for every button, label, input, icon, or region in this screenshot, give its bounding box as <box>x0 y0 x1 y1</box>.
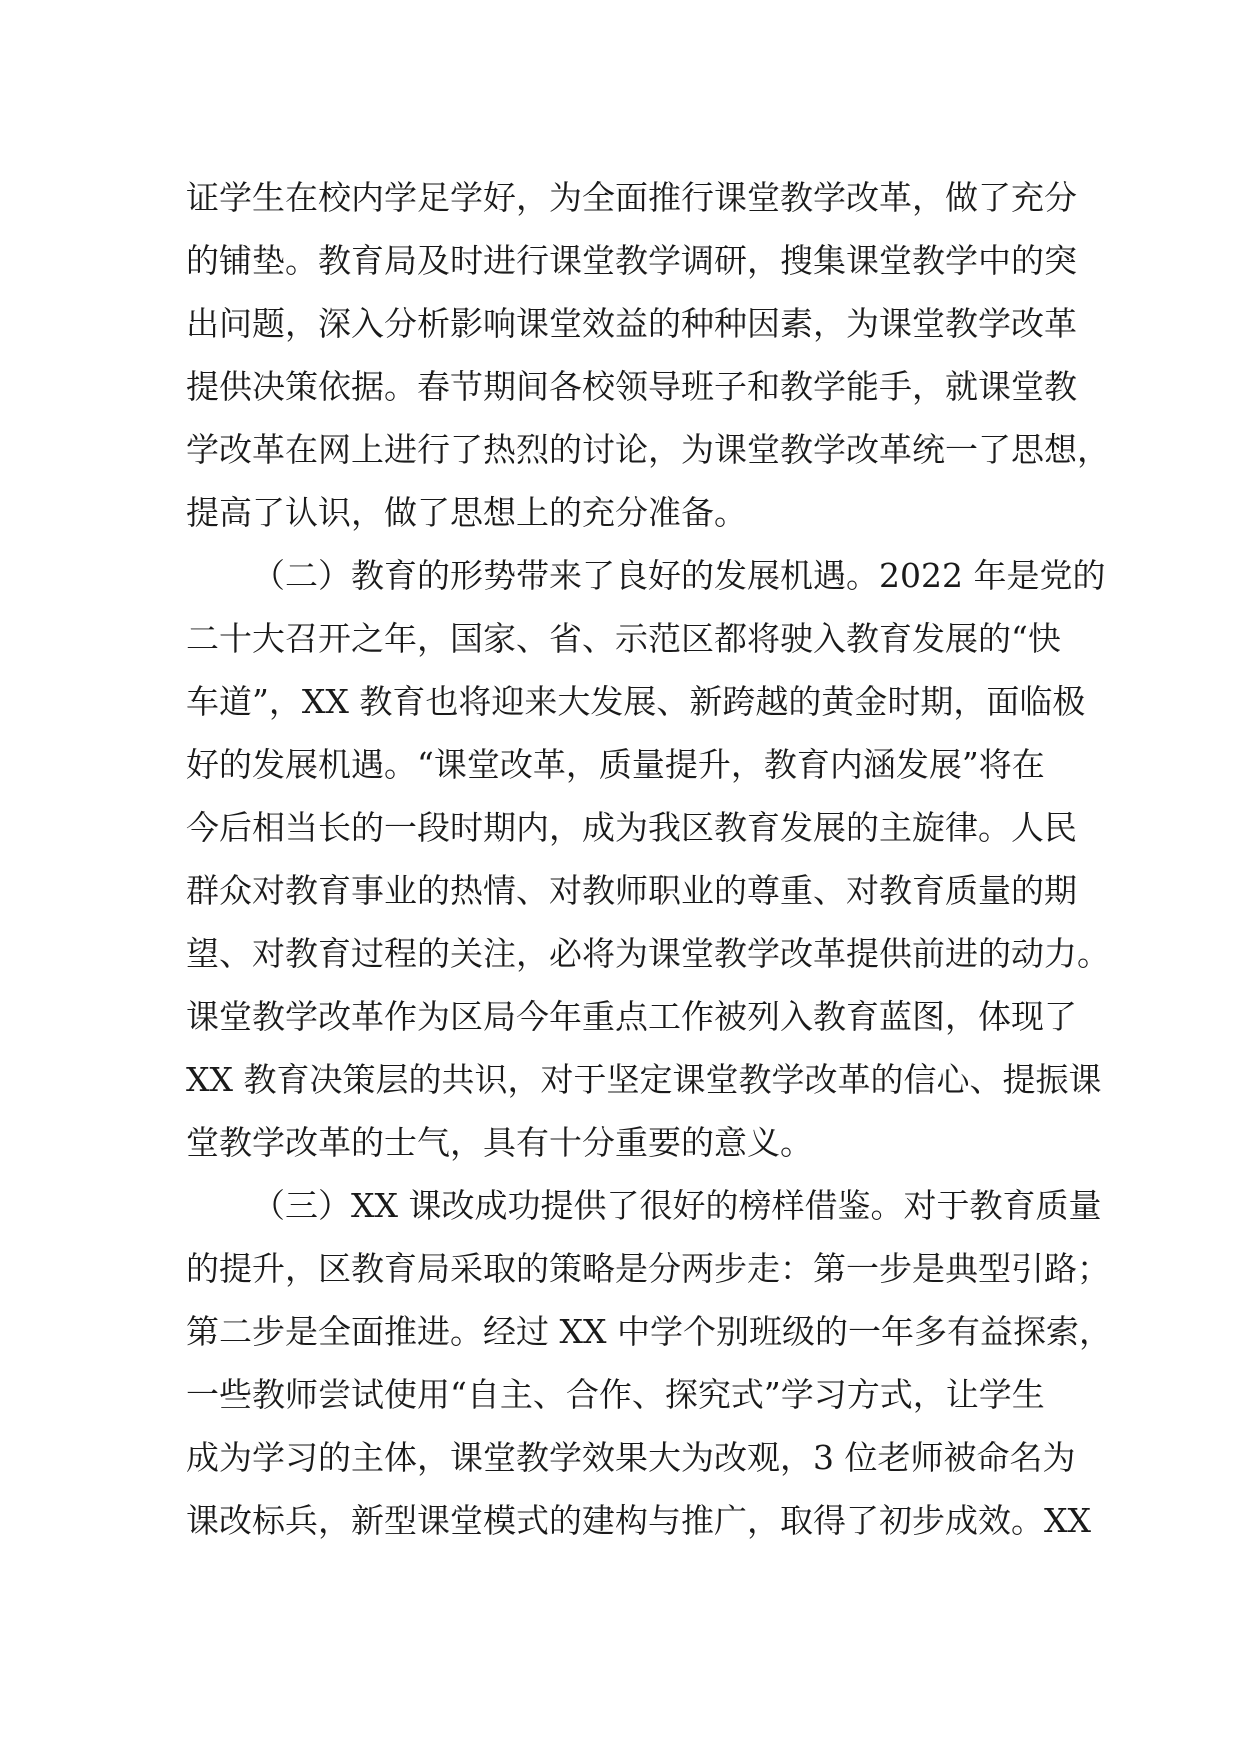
text-line: 课堂教学改革作为区局今年重点工作被列入教育蓝图，体现了 <box>186 997 1077 1036</box>
text-line: 第二步是全面推进。经过 XX 中学个别班级的一年多有益探索， <box>186 1312 1112 1351</box>
text-line: XX 教育决策层的共识，对于坚定课堂教学改革的信心、提振课 <box>186 1060 1102 1099</box>
text-line: 一些教师尝试使用“自主、合作、探究式”学习方式，让学生 <box>186 1375 1045 1414</box>
text-line: 提供决策依据。春节期间各校领导班子和教学能手，就课堂教 <box>186 367 1077 406</box>
text-line: 出问题，深入分析影响课堂效益的种种因素，为课堂教学改革 <box>186 304 1077 343</box>
text-line: 学改革在网上进行了热烈的讨论，为课堂教学改革统一了思想， <box>186 430 1110 469</box>
text-line: 的铺垫。教育局及时进行课堂教学调研，搜集课堂教学中的突 <box>186 241 1077 280</box>
text-line: 堂教学改革的士气，具有十分重要的意义。 <box>186 1123 813 1162</box>
text-line: 证学生在校内学足学好，为全面推行课堂教学改革，做了充分 <box>186 178 1077 217</box>
text-line: 二十大召开之年，国家、省、示范区都将驶入教育发展的“快 <box>186 619 1061 658</box>
text-line: 车道”，XX 教育也将迎来大发展、新跨越的黄金时期，面临极 <box>186 682 1086 721</box>
paragraph-heading-3: （三）XX 课改成功提供了很好的榜样借鉴。对于教育质量 <box>252 1186 1102 1225</box>
paragraph-heading-2: （二）教育的形势带来了良好的发展机遇。2022 年是党的 <box>252 556 1106 595</box>
text-line: 的提升，区教育局采取的策略是分两步走：第一步是典型引路； <box>186 1249 1110 1288</box>
text-line: 望、对教育过程的关注，必将为课堂教学改革提供前进的动力。 <box>186 934 1110 973</box>
text-line: 好的发展机遇。“课堂改革，质量提升，教育内涵发展”将在 <box>186 745 1045 784</box>
text-line: 群众对教育事业的热情、对教师职业的尊重、对教育质量的期 <box>186 871 1077 910</box>
text-line: 成为学习的主体，课堂教学效果大为改观，3 位老师被命名为 <box>186 1438 1076 1477</box>
text-line: 课改标兵，新型课堂模式的建构与推广，取得了初步成效。XX <box>186 1501 1091 1540</box>
text-line: 提高了认识，做了思想上的充分准备。 <box>186 493 747 532</box>
text-line: 今后相当长的一段时期内，成为我区教育发展的主旋律。人民 <box>186 808 1077 847</box>
body-text <box>186 166 1112 1552</box>
